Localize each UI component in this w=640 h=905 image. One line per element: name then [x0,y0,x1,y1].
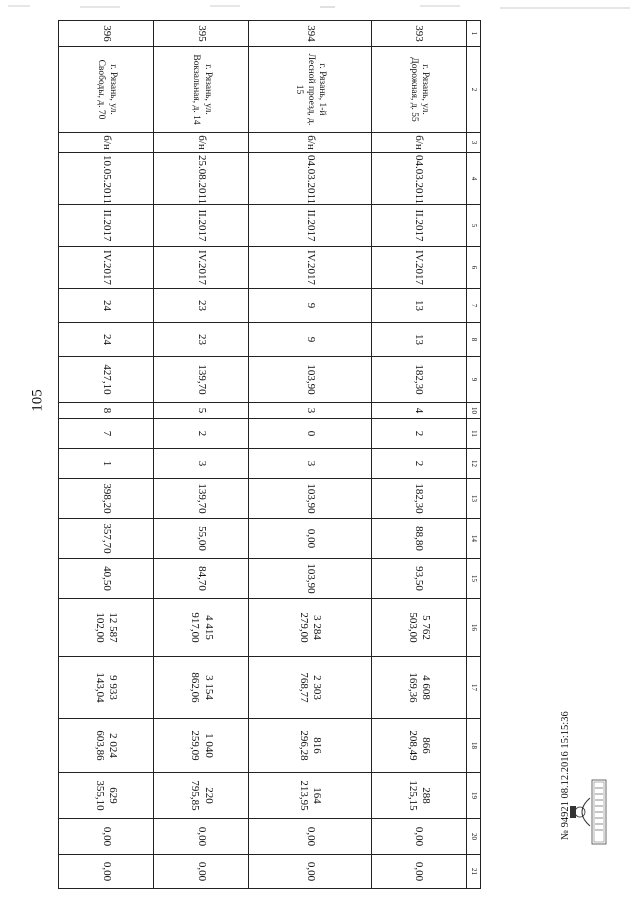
value-cell: 7 [59,419,154,449]
value-cell: 103,90 [249,559,371,599]
value-cell: 9 933 143,04 [59,657,154,719]
value-cell: 3 [249,403,371,419]
value-cell: 10.05.2011 [59,153,154,205]
value-cell: 3 284 279,00 [249,599,371,657]
emblem-logo [568,778,608,846]
value-cell: IV.2017 [249,247,371,289]
table-row [59,21,154,889]
value-cell: II.2017 [154,205,249,247]
value-cell: 139,70 [154,479,249,519]
value-cell: 4 [371,403,466,419]
value-cell: 5 762 503,00 [371,599,466,657]
value-cell: 3 [249,449,371,479]
column-number: 18 [467,719,481,773]
scan-artifacts [0,0,640,14]
value-cell: 4 415 917,00 [154,599,249,657]
value-cell: 2 [371,419,466,449]
value-cell: 25.08.2011 [154,153,249,205]
value-cell: 103,90 [249,479,371,519]
document-stamp [560,711,620,900]
value-cell: 220 795,85 [154,773,249,819]
column-number: 8 [467,323,481,357]
column-number: 14 [467,519,481,559]
value-cell: 8 [59,403,154,419]
value-cell: 866 208,49 [371,719,466,773]
value-cell: 5 [154,403,249,419]
address-cell: г. Рязань, ул. Дорожная, д. 55 [371,47,466,133]
value-cell: б/н [154,133,249,153]
value-cell: 2 [371,449,466,479]
value-cell: 1 [59,449,154,479]
column-number: 2 [467,47,481,133]
value-cell: 427,10 [59,357,154,403]
value-cell: 0 [249,419,371,449]
value-cell: 84,70 [154,559,249,599]
page-number: 105 [29,389,46,412]
value-cell: 23 [154,289,249,323]
value-cell: 288 125,15 [371,773,466,819]
register-table [58,20,481,889]
column-number: 13 [467,479,481,519]
column-number: 5 [467,205,481,247]
value-cell: 2 [154,419,249,449]
value-cell: 0,00 [59,819,154,855]
value-cell: IV.2017 [154,247,249,289]
value-cell: 93,50 [371,559,466,599]
value-cell: б/н [59,133,154,153]
column-number: 4 [467,153,481,205]
value-cell: 04.03.2011 [249,153,371,205]
value-cell: 55,00 [154,519,249,559]
value-cell: 24 [59,323,154,357]
rotated-register-table [58,20,481,882]
value-cell: 0,00 [154,855,249,889]
table-row [154,21,249,889]
column-number: 6 [467,247,481,289]
address-cell: г. Рязань, ул. Свободы, д. 70 [59,47,154,133]
column-number: 15 [467,559,481,599]
value-cell: II.2017 [249,205,371,247]
row-number-cell: 396 [59,21,154,47]
column-number: 17 [467,657,481,719]
value-cell: 40,50 [59,559,154,599]
value-cell: 0,00 [371,855,466,889]
row-number-cell: 394 [249,21,371,47]
column-number: 21 [467,855,481,889]
value-cell: 0,00 [154,819,249,855]
value-cell: 0,00 [371,819,466,855]
column-number: 19 [467,773,481,819]
column-number: 3 [467,133,481,153]
table-row [249,21,371,889]
value-cell: 0,00 [249,855,371,889]
value-cell: 12 587 102,00 [59,599,154,657]
value-cell: б/н [371,133,466,153]
column-number: 7 [467,289,481,323]
value-cell: 164 213,95 [249,773,371,819]
table-row [371,21,466,889]
value-cell: 357,70 [59,519,154,559]
value-cell: II.2017 [371,205,466,247]
value-cell: 9 [249,289,371,323]
address-cell: г. Рязань, ул. Вокзальная, д. 14 [154,47,249,133]
value-cell: II.2017 [59,205,154,247]
column-number: 1 [467,21,481,47]
value-cell: 3 [154,449,249,479]
value-cell: 24 [59,289,154,323]
value-cell: 13 [371,289,466,323]
row-number-cell: 393 [371,21,466,47]
value-cell: 23 [154,323,249,357]
value-cell: 182,30 [371,357,466,403]
value-cell: 139,70 [154,357,249,403]
value-cell: 2 303 768,77 [249,657,371,719]
value-cell: 13 [371,323,466,357]
stamp-text: № 94921 08.12.2016 15:15:36 [560,711,571,840]
value-cell: 0,00 [249,519,371,559]
value-cell: 629 355,10 [59,773,154,819]
value-cell: 9 [249,323,371,357]
column-number-row [467,21,481,889]
column-number: 11 [467,419,481,449]
value-cell: 182,30 [371,479,466,519]
column-number: 10 [467,403,481,419]
value-cell: IV.2017 [371,247,466,289]
address-cell: г. Рязань, 1-й Лесной проезд, д. 15 [249,47,371,133]
value-cell: 816 296,28 [249,719,371,773]
value-cell: IV.2017 [59,247,154,289]
value-cell: 4 608 169,36 [371,657,466,719]
value-cell: 0,00 [249,819,371,855]
column-number: 20 [467,819,481,855]
value-cell: 3 154 862,06 [154,657,249,719]
value-cell: 04.03.2011 [371,153,466,205]
value-cell: 398,20 [59,479,154,519]
value-cell: б/н [249,133,371,153]
row-number-cell: 395 [154,21,249,47]
value-cell: 1 040 259,09 [154,719,249,773]
column-number: 12 [467,449,481,479]
value-cell: 2 024 603,86 [59,719,154,773]
value-cell: 0,00 [59,855,154,889]
value-cell: 103,90 [249,357,371,403]
value-cell: 88,80 [371,519,466,559]
column-number: 9 [467,357,481,403]
column-number: 16 [467,599,481,657]
